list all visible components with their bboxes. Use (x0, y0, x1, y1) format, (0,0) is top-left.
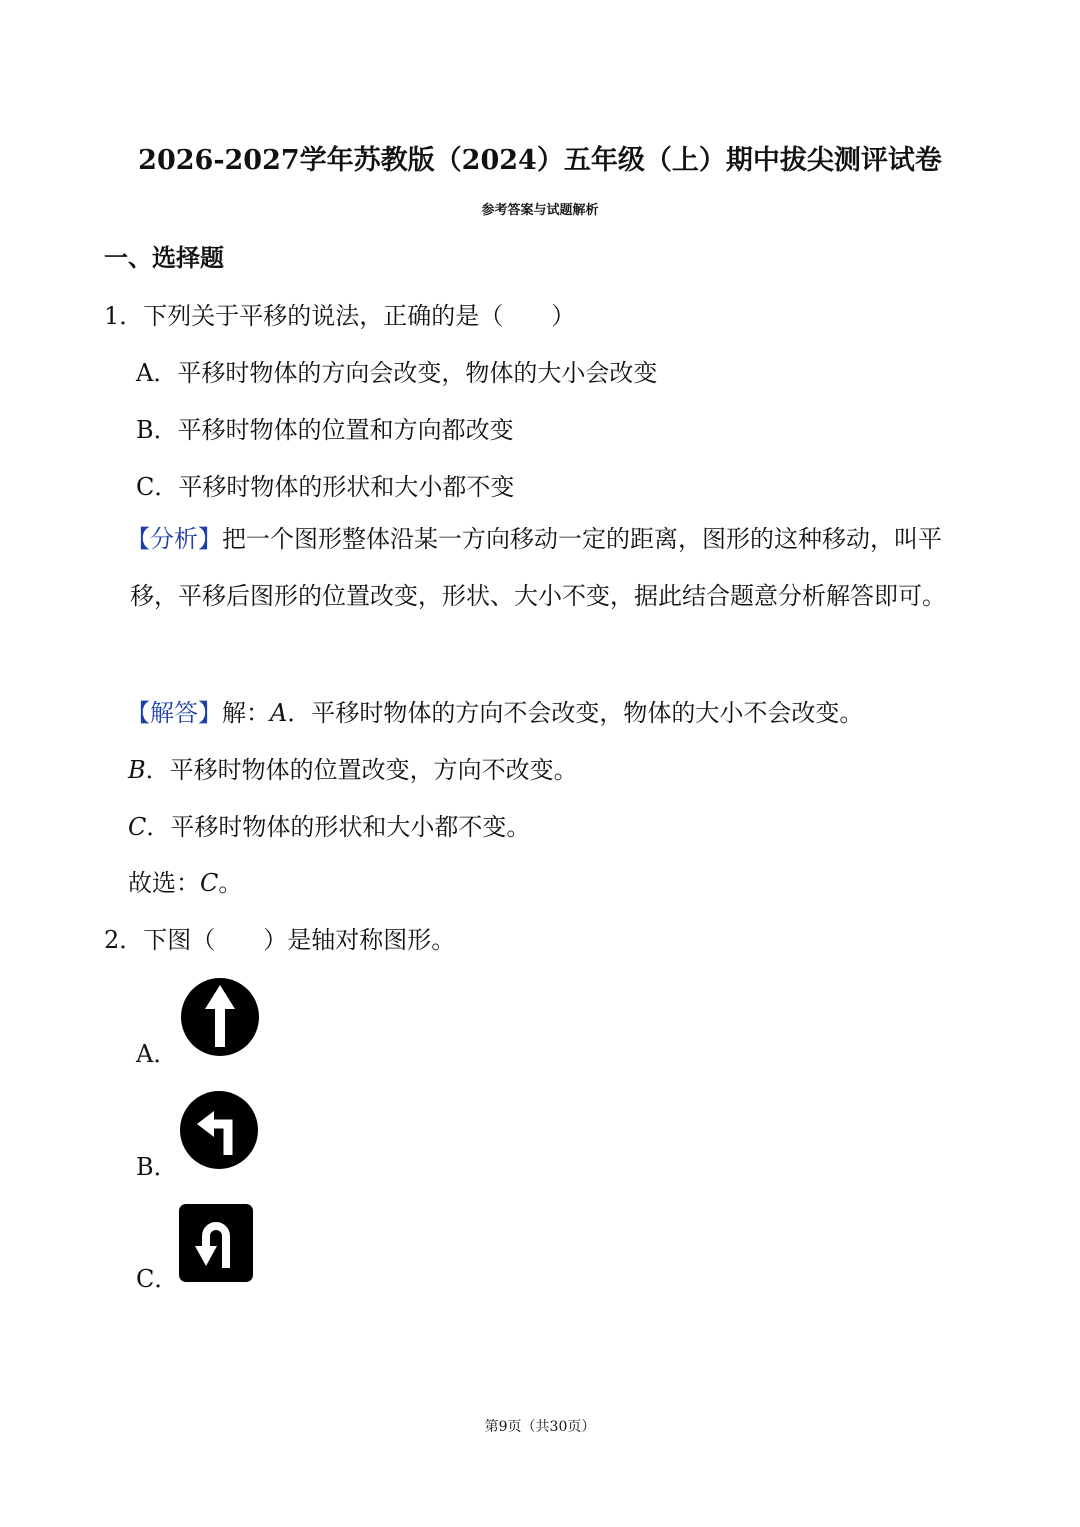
question-1-option-b: B．平移时物体的位置和方向都改变 (136, 416, 514, 444)
answer-tag: 【解答】 (126, 699, 222, 727)
question-1-analysis (126, 511, 980, 624)
question-1-answer-line-3 (128, 807, 530, 842)
question-2-option-b-label: B． (136, 1153, 178, 1181)
left-turn-arrow-sign-icon (179, 1090, 259, 1170)
question-1-text: 1．下列关于平移的说法，正确的是（ ） (104, 302, 576, 330)
question-2-text: 2．下图（ ）是轴对称图形。 (104, 926, 456, 954)
page-subtitle: 参考答案与试题解析 (481, 203, 599, 218)
answer-letter-a: A (270, 699, 288, 727)
question-2-option-c-label: C． (136, 1265, 179, 1293)
question-1-answer-line-1 (126, 693, 863, 728)
choice-letter: C (200, 869, 219, 897)
analysis-tag: 【分析】 (126, 525, 222, 553)
page-title: 2026-2027学年苏教版（2024）五年级（上）期中拔尖测评试卷 (138, 145, 942, 176)
choice-suffix: 。 (218, 869, 243, 897)
question-1-option-a: A．平移时物体的方向会改变，物体的大小会改变 (136, 359, 658, 387)
section-heading: 一、选择题 (104, 243, 224, 272)
u-turn-arrow-sign-icon (179, 1204, 253, 1282)
answer-letter-b: B (128, 756, 146, 784)
choice-prefix: 故选： (128, 869, 200, 897)
answer-text-b: ．平移时物体的位置改变，方向不改变。 (145, 756, 578, 784)
question-1-answer-line-2 (128, 750, 578, 785)
answer-prefix: 解： (222, 699, 270, 727)
question-1-choice (128, 863, 242, 898)
page-footer: 第9页（共30页） (484, 1419, 596, 1435)
straight-ahead-arrow-sign-icon (180, 977, 260, 1057)
answer-text-a: ．平移时物体的方向不会改变，物体的大小不会改变。 (287, 699, 864, 727)
question-2-option-a-label: A． (136, 1040, 178, 1068)
answer-text-c: ．平移时物体的形状和大小都不变。 (146, 813, 531, 841)
question-1-option-c: C．平移时物体的形状和大小都不变 (136, 473, 515, 501)
analysis-text: 把一个图形整体沿某一方向移动一定的距离，图形的这种移动，叫平移，平移后图形的位置改变，形状、大小不变，据此结合题意分析解答即可。 (130, 525, 946, 610)
answer-letter-c: C (128, 813, 147, 841)
